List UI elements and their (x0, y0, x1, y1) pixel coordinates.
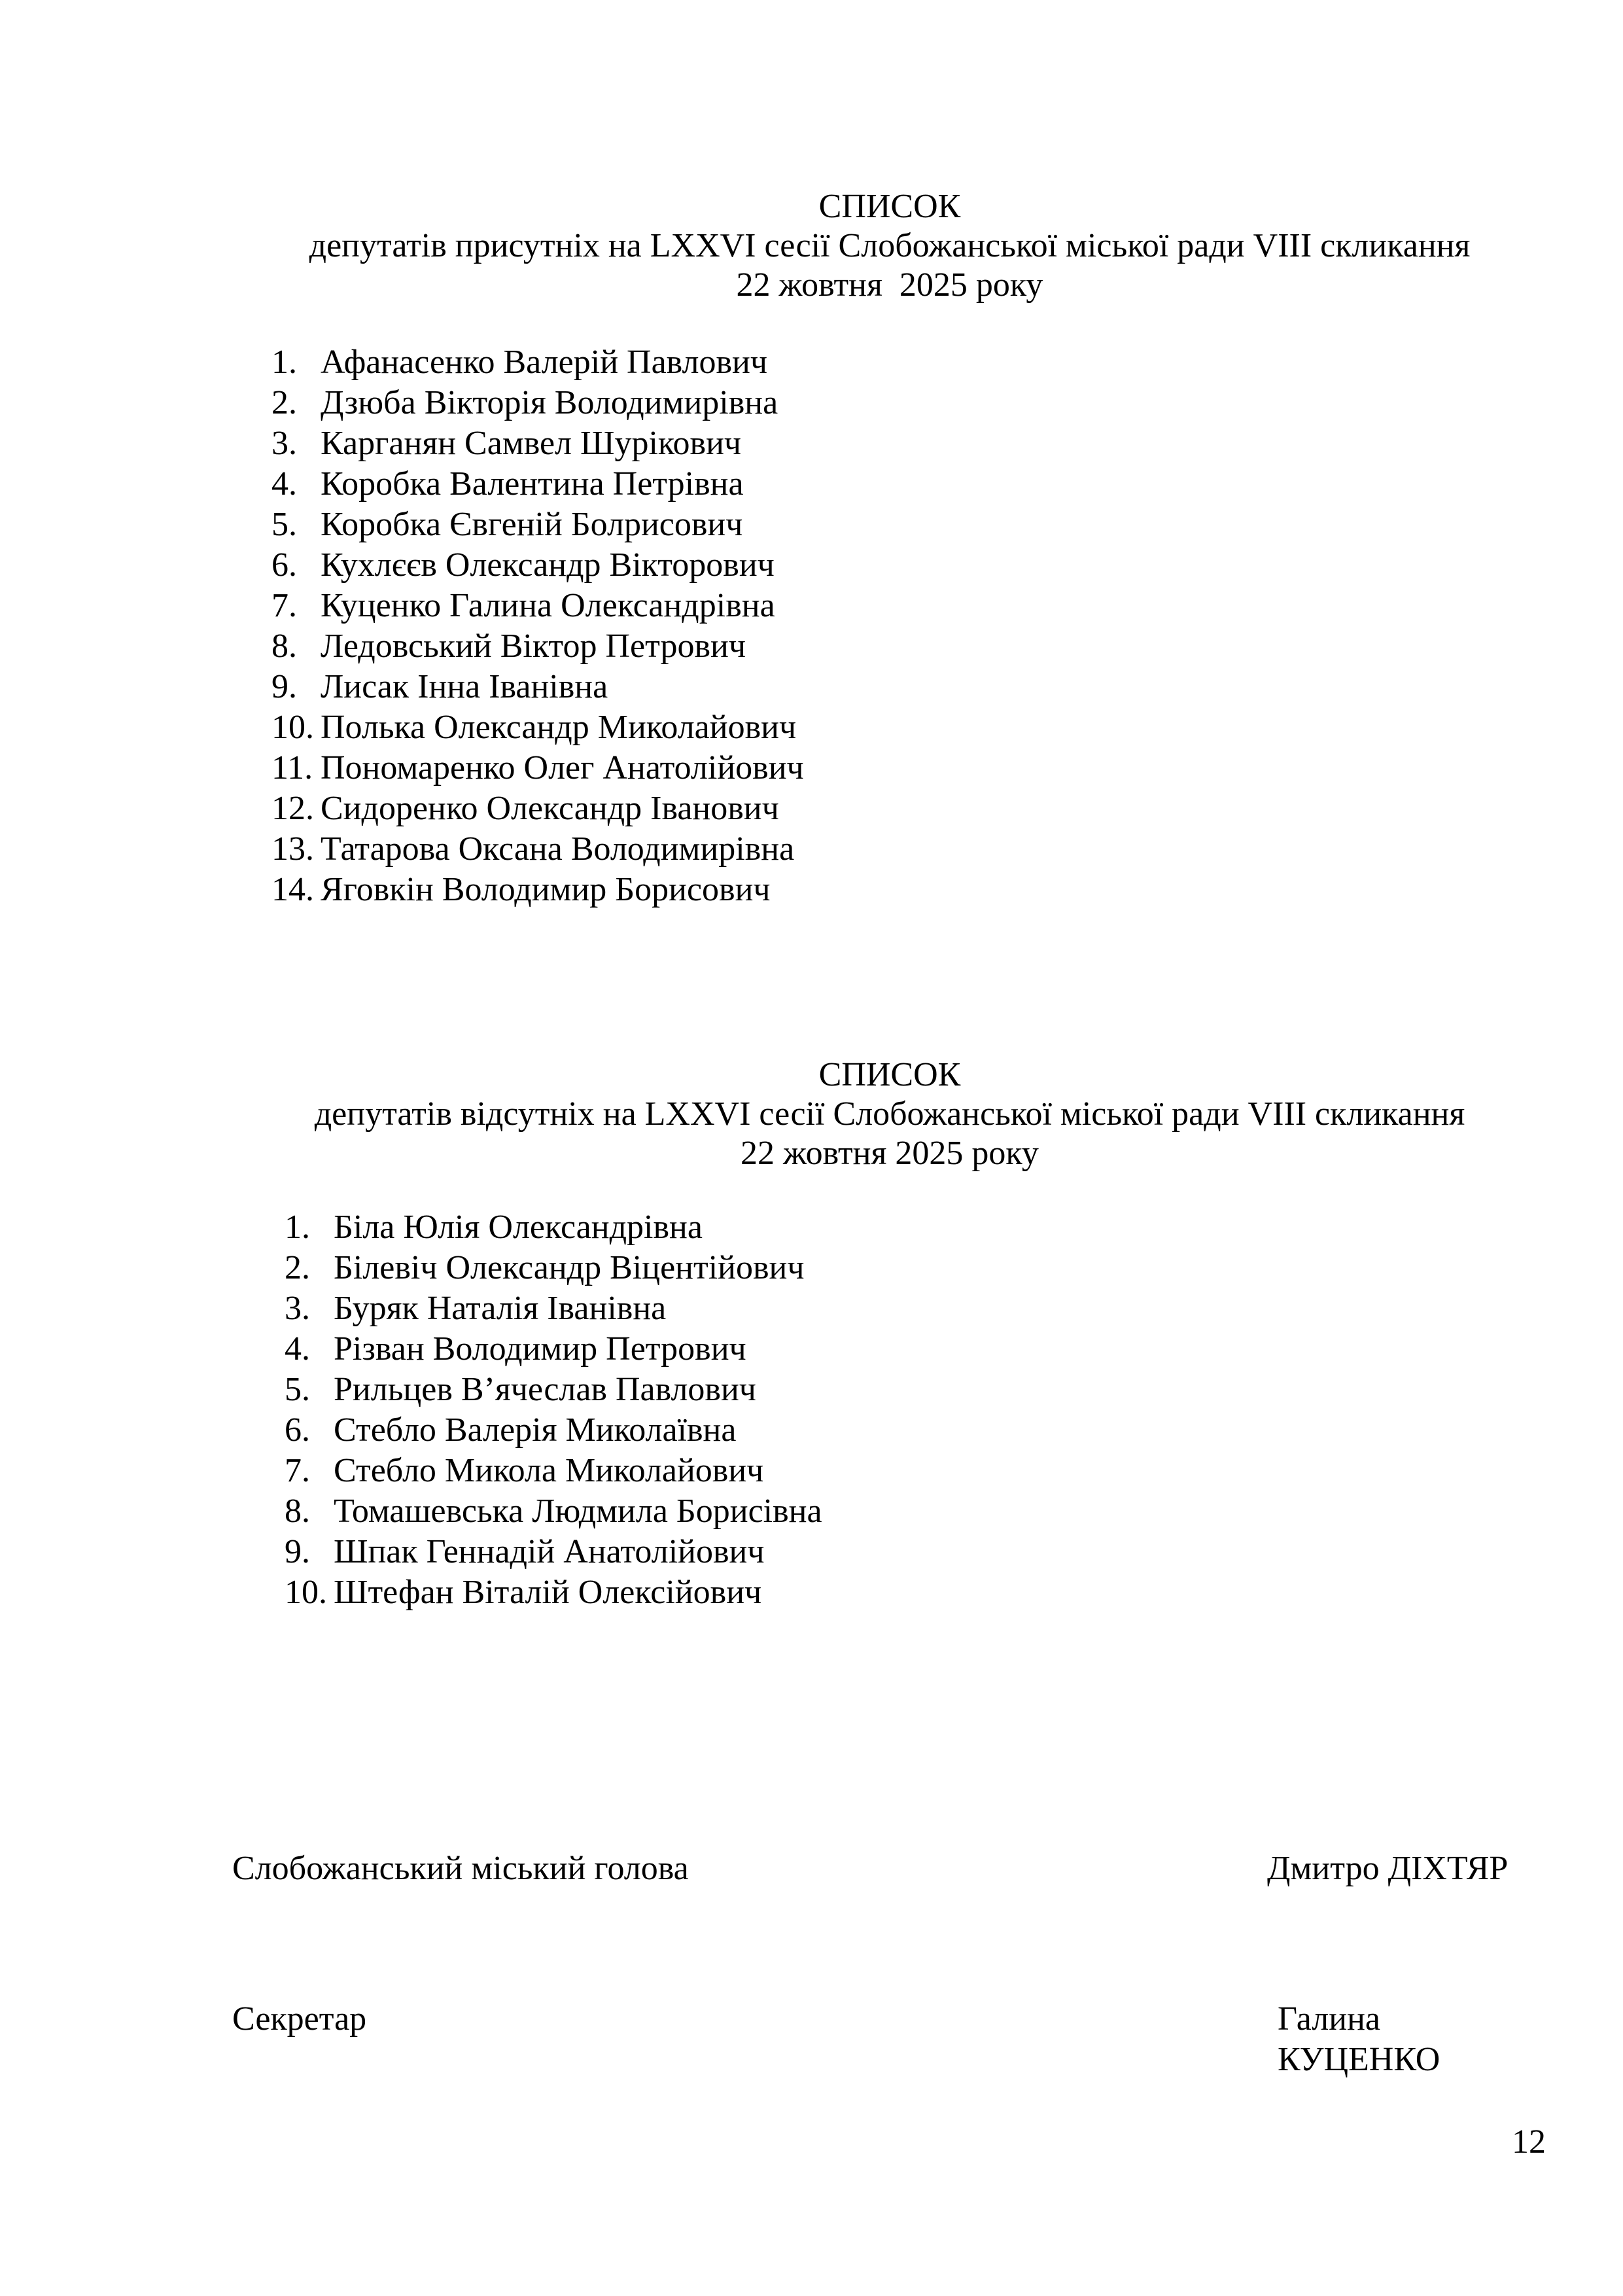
page-number: 12 (1512, 2123, 1546, 2161)
list-item-number: 8. (271, 627, 297, 665)
signature-role: Секретар (232, 2000, 367, 2038)
list-item-number: 1. (285, 1209, 310, 1246)
list-item (271, 626, 804, 667)
signature-row-mayor (232, 1848, 1547, 1889)
signature-name: Дмитро ДІХТЯР (1267, 1850, 1509, 1887)
list-item-number: 2. (285, 1249, 310, 1286)
deputy-name: Біла Юлія Олександрівна (334, 1209, 703, 1246)
absent-section-subtitle: депутатів відсутніх на LXXVI сесії Слобожанської міської ради VIII скликання (314, 1095, 1465, 1133)
list-item (271, 667, 804, 707)
list-item (271, 423, 804, 464)
list-item-number: 1. (271, 344, 297, 381)
list-item (271, 545, 804, 586)
list-item (271, 788, 804, 829)
deputy-name: Карганян Самвел Шурікович (321, 425, 742, 462)
list-item-number: 13. (271, 830, 314, 868)
deputy-name: Шпак Геннадій Анатолійович (334, 1533, 765, 1570)
list-item-number: 2. (271, 384, 297, 421)
list-item-number: 5. (271, 506, 297, 543)
deputy-name: Куценко Галина Олександрівна (321, 587, 775, 624)
deputy-name: Ледовський Віктор Петрович (321, 627, 746, 665)
list-item-number: 3. (271, 425, 297, 462)
list-item (285, 1572, 822, 1613)
deputy-name: Татарова Оксана Володимирівна (321, 830, 795, 868)
list-item-number: 4. (285, 1330, 310, 1368)
list-item (271, 586, 804, 626)
deputy-name: Штефан Віталій Олексійович (334, 1574, 762, 1611)
list-item (285, 1532, 822, 1572)
signature-row-secretary (232, 1999, 1547, 2078)
deputy-name: Полька Олександр Миколайович (321, 709, 797, 746)
deputy-name: Афанасенко Валерій Павлович (321, 344, 768, 381)
deputy-name: Дзюба Вікторія Володимирівна (321, 384, 778, 421)
deputy-name: Лисак Інна Іванівна (321, 668, 608, 705)
deputy-name: Сидоренко Олександр Іванович (321, 790, 779, 827)
deputy-name: Коробка Євгеній Болрисович (321, 506, 743, 543)
list-item-number: 5. (285, 1371, 310, 1408)
absent-deputies-list (285, 1207, 822, 1613)
list-item (271, 870, 804, 910)
list-item-number: 8. (285, 1492, 310, 1530)
list-item-number: 4. (271, 465, 297, 503)
absent-section-date: 22 жовтня 2025 року (741, 1135, 1039, 1172)
list-item-number: 6. (285, 1411, 310, 1449)
present-section-subtitle: депутатів присутніх на LXXVI сесії Слобожанської міської ради VIII скликання (309, 227, 1471, 264)
list-item-number: 6. (271, 546, 297, 584)
deputy-name: Кухлєєв Олександр Вікторович (321, 546, 775, 584)
deputy-name: Рильцев В’ячеслав Павлович (334, 1371, 756, 1408)
list-item-number: 10. (285, 1574, 327, 1611)
list-item-number: 9. (271, 668, 297, 705)
present-section-date: 22 жовтня 2025 року (736, 266, 1043, 304)
list-item (285, 1491, 822, 1532)
signature-name: Галина КУЦЕНКО (1278, 2000, 1440, 2078)
deputy-name: Томашевська Людмила Борисівна (334, 1492, 822, 1530)
list-item (271, 829, 804, 870)
absent-section-title: СПИСОК (818, 1056, 961, 1093)
list-item (285, 1410, 822, 1451)
list-item (271, 342, 804, 383)
list-item (271, 504, 804, 545)
list-item-number: 11. (271, 749, 313, 786)
list-item (285, 1288, 822, 1329)
deputy-name: Білевіч Олександр Віцентійович (334, 1249, 805, 1286)
list-item-number: 9. (285, 1533, 310, 1570)
list-item (271, 383, 804, 423)
list-item-number: 3. (285, 1290, 310, 1327)
list-item (285, 1329, 822, 1369)
deputy-name: Коробка Валентина Петрівна (321, 465, 744, 503)
list-item (271, 748, 804, 788)
signature-role: Слобожанський міський голова (232, 1850, 689, 1887)
deputy-name: Пономаренко Олег Анатолійович (321, 749, 804, 786)
list-item-number: 12. (271, 790, 314, 827)
list-item (271, 707, 804, 748)
list-item (285, 1451, 822, 1491)
list-item (285, 1369, 822, 1410)
deputy-name: Різван Володимир Петрович (334, 1330, 746, 1368)
deputy-name: Стебло Микола Миколайович (334, 1452, 764, 1489)
list-item (285, 1207, 822, 1248)
list-item-number: 14. (271, 871, 314, 908)
deputy-name: Стебло Валерія Миколаївна (334, 1411, 737, 1449)
list-item-number: 7. (271, 587, 297, 624)
deputy-name: Яговкін Володимир Борисович (321, 871, 771, 908)
list-item-number: 7. (285, 1452, 310, 1489)
list-item (271, 464, 804, 504)
present-section-header (232, 187, 1547, 305)
present-section-title: СПИСОК (818, 188, 961, 225)
absent-section-header (232, 1055, 1547, 1173)
list-item (285, 1248, 822, 1288)
list-item-number: 10. (271, 709, 314, 746)
present-deputies-list (271, 342, 804, 910)
deputy-name: Буряк Наталія Іванівна (334, 1290, 667, 1327)
